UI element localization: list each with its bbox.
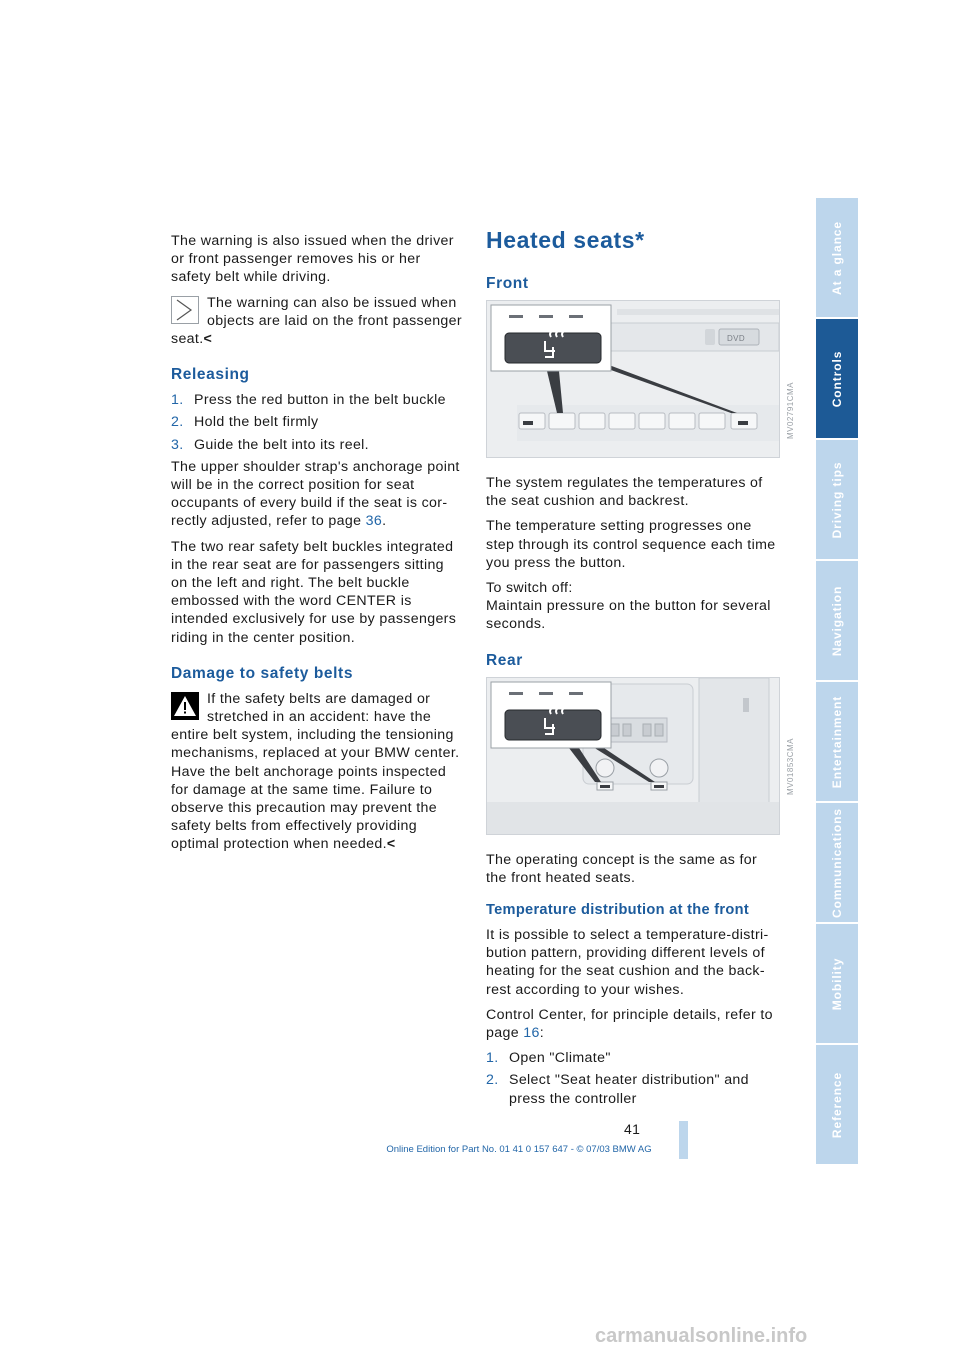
list-item — [486, 1071, 780, 1107]
list-item — [486, 1049, 780, 1067]
tab-navigation[interactable] — [816, 561, 858, 680]
paragraph-text: The upper shoulder strap's anchorage point will be in the correct position for seat occupants of every build if the seat is correctly adjusted, refer to page — [171, 458, 460, 530]
chapter-sidebar — [816, 198, 858, 1166]
intro-paragraph: The warning is also issued when the driver or front passenger removes his or her safety belt while driving. — [171, 233, 454, 286]
rear-buckles-paragraph: The two rear safety belt buckles integrated in the rear seat are for passengers sitting on the left and right. The belt buckle embossed with the word CENTER is intended exclusively for use by passengers riding in the center position. — [171, 538, 457, 646]
front-p1: The system regulates the temperatures of the seat cushion and backrest. — [486, 475, 763, 510]
step-number: 1. — [171, 392, 184, 409]
switch-off-label: To switch off: — [486, 580, 573, 597]
step-text: Hold the belt firmly — [194, 414, 319, 431]
tab-communications[interactable] — [816, 803, 858, 922]
temp-steps — [486, 1049, 780, 1108]
front-seat-button-illustration — [486, 300, 780, 458]
rear-heading: Rear — [486, 651, 523, 669]
note-block — [171, 294, 463, 349]
note-text: The warning can also be issued when objects are laid on the front passenger seat. — [171, 294, 462, 348]
page-link-36[interactable]: 36 — [365, 513, 383, 530]
step-text: Select "Seat heater distribution" and press the controller — [509, 1072, 749, 1107]
paragraph-text: : — [539, 1025, 545, 1042]
tab-driving-tips[interactable] — [816, 440, 858, 559]
anchorage-paragraph — [171, 458, 463, 531]
step-number: 2. — [171, 414, 184, 431]
step-number: 2. — [486, 1072, 499, 1089]
warning-block — [171, 690, 463, 854]
front-console-drawing — [487, 301, 779, 457]
temp-distribution-heading: Temperature distribution at the front — [486, 902, 749, 919]
rear-figure-code: MV01853CMA — [786, 738, 795, 796]
front-p2: The temperature setting progresses one step through its control sequence each time you press the button. — [486, 518, 776, 571]
right-column — [486, 226, 780, 1112]
rear-console-drawing — [487, 678, 779, 834]
tab-label: Mobility — [829, 957, 844, 1010]
page-title: Heated seats* — [486, 227, 645, 253]
switch-off-text: Maintain pressure on the button for several seconds. — [486, 598, 771, 633]
front-p3 — [486, 579, 780, 634]
tab-label: Navigation — [829, 585, 844, 656]
rear-p1: The operating concept is the same as for the front heated seats. — [486, 851, 758, 886]
paragraph-text: . — [382, 513, 387, 530]
watermark: carmanualsonline.info — [595, 1325, 808, 1347]
step-number: 3. — [171, 436, 184, 453]
temp-p1: It is possible to select a temperature-distribution pattern, providing different levels of heating for the seat cushion and the backrest according to your wishes. — [486, 927, 769, 998]
list-item — [171, 436, 463, 454]
rear-seat-button-illustration — [486, 677, 780, 835]
tab-entertainment[interactable] — [816, 682, 858, 801]
step-text: Open "Climate" — [509, 1050, 611, 1067]
edition-text: Online Edition for Part No. 01 41 0 157 647 - © 07/03 BMW AG — [386, 1144, 652, 1155]
front-figure-code: MV02791CMA — [786, 382, 795, 440]
paragraph-text: Control Center, for principle details, refer to page — [486, 1006, 773, 1042]
page-number: 41 — [624, 1121, 641, 1137]
list-item — [171, 391, 463, 409]
tab-label: Entertainment — [829, 695, 844, 788]
releasing-steps — [171, 391, 463, 454]
left-column — [171, 232, 463, 861]
tab-controls[interactable] — [816, 319, 858, 438]
tab-mobility[interactable] — [816, 924, 858, 1043]
step-number: 1. — [486, 1050, 499, 1067]
damage-heading: Damage to safety belts — [171, 664, 354, 682]
footer-text — [0, 1141, 960, 1159]
end-mark: < — [386, 836, 396, 853]
warning-triangle-icon — [171, 692, 199, 720]
note-arrow-icon — [171, 296, 199, 324]
tab-at-a-glance[interactable] — [816, 198, 858, 317]
front-heading: Front — [486, 275, 529, 292]
tab-label: Communications — [829, 807, 844, 918]
releasing-heading: Releasing — [171, 366, 250, 384]
tab-label: Driving tips — [829, 461, 844, 538]
end-mark: < — [203, 331, 213, 348]
step-text: Press the red button in the belt buckle — [194, 392, 446, 409]
warning-text: If the safety belts are damaged or stretched in an accident: have the entire belt system, including the tensioning mechanisms, replaced at your BMW center. Have the belt anchorage points inspected for damage at the same time. Failure to observe this precaution may prevent the safety belts from effectively providing optimal protection when needed. — [171, 690, 460, 853]
list-item — [171, 413, 463, 431]
tab-label: At a glance — [829, 220, 844, 295]
dvd-label: DVD — [727, 334, 745, 343]
temp-p2 — [486, 1006, 780, 1042]
page-link-16[interactable]: 16 — [523, 1025, 540, 1042]
tab-label: Reference — [829, 1071, 844, 1138]
step-text: Guide the belt into its reel. — [194, 436, 369, 453]
tab-label: Controls — [829, 350, 844, 407]
